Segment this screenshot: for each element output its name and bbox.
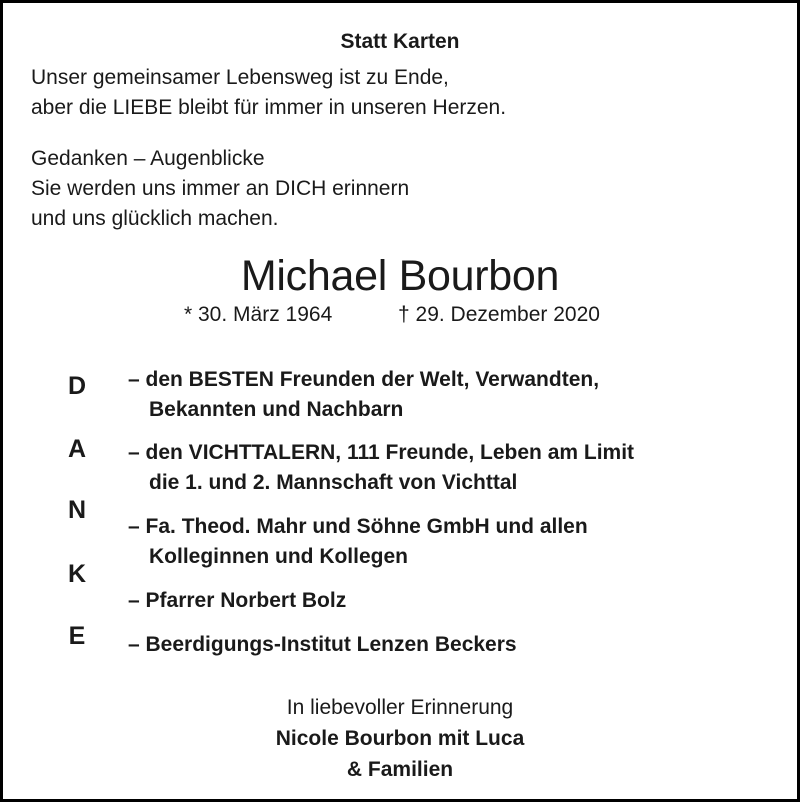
- birth-date: * 30. März 1964: [184, 303, 333, 326]
- thanks-item: [128, 586, 346, 616]
- thanks-line: Bekannten und Nachbarn: [149, 398, 404, 421]
- danke-letter: K: [67, 560, 87, 588]
- thanks-item: [128, 630, 517, 660]
- thanks-line: – Beerdigungs-Institut Lenzen Beckers: [128, 633, 517, 656]
- poem-line: und uns glücklich machen.: [31, 207, 279, 230]
- header-title: Statt Karten: [340, 30, 460, 53]
- thanks-line: – Pfarrer Norbert Bolz: [128, 589, 347, 612]
- footer-signers: Nicole Bourbon mit Luca: [275, 727, 525, 750]
- footer-signers: & Familien: [346, 758, 454, 781]
- poem-verse-2: [31, 144, 409, 234]
- danke-letter: N: [67, 496, 87, 524]
- danke-letter: D: [67, 372, 87, 400]
- poem-line: Sie werden uns immer an DICH erinnern: [31, 177, 410, 200]
- death-date: † 29. Dezember 2020: [398, 303, 600, 326]
- poem-verse-1: [31, 63, 506, 123]
- danke-letter: E: [68, 622, 86, 650]
- poem-line: Unser gemeinsamer Lebensweg ist zu Ende,: [31, 66, 449, 89]
- deceased-name: Michael Bourbon: [240, 252, 560, 300]
- thanks-line: – den VICHTTALERN, 111 Freunde, Leben am Limit: [128, 441, 635, 464]
- thanks-line: die 1. und 2. Mannschaft von Vichttal: [149, 471, 518, 494]
- thanks-line: Kolleginnen und Kollegen: [149, 545, 408, 568]
- poem-line: aber die LIEBE bleibt für immer in unseren Herzen.: [31, 96, 507, 119]
- thanks-item: [128, 438, 634, 498]
- danke-letter: A: [67, 435, 87, 463]
- thanks-item: [128, 512, 588, 572]
- thanks-line: – Fa. Theod. Mahr und Söhne GmbH und allen: [128, 515, 588, 538]
- thanks-item: [128, 365, 599, 425]
- poem-line: Gedanken – Augenblicke: [31, 147, 265, 170]
- thanks-line: – den BESTEN Freunden der Welt, Verwandten,: [128, 368, 600, 391]
- footer-intro: In liebevoller Erinnerung: [286, 696, 514, 719]
